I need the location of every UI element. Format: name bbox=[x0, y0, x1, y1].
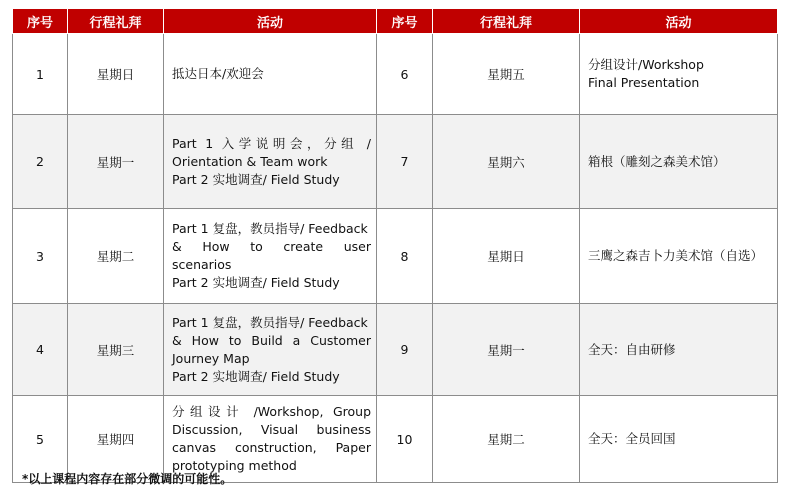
activity-cell bbox=[580, 209, 778, 304]
activity-cell bbox=[164, 209, 377, 304]
row-number: 2 bbox=[13, 115, 68, 209]
activity-line: 抵达日本/欢迎会 bbox=[172, 66, 264, 81]
weekday: 星期日 bbox=[68, 34, 164, 115]
activity-line: Discussion, Visual business bbox=[172, 422, 371, 437]
activity-line: scenarios bbox=[172, 257, 232, 272]
activity-line: & How to Build a Customer bbox=[172, 332, 371, 348]
weekday: 星期一 bbox=[433, 304, 580, 396]
activity-line: Part 1 复盘，教员指导/ Feedback bbox=[172, 314, 368, 330]
activity-line: prototyping method bbox=[172, 458, 297, 473]
activity-line: Part 2 实地调查/ Field Study bbox=[172, 275, 340, 290]
row-number: 6 bbox=[377, 34, 433, 115]
row-number: 5 bbox=[13, 396, 68, 483]
activity-cell bbox=[580, 34, 778, 115]
weekday: 星期五 bbox=[433, 34, 580, 115]
weekday: 星期日 bbox=[433, 209, 580, 304]
activity-cell bbox=[580, 396, 778, 483]
weekday: 星期三 bbox=[68, 304, 164, 396]
activity-cell bbox=[164, 115, 377, 209]
activity-cell bbox=[580, 304, 778, 396]
activity-line: Part 2 实地调查/ Field Study bbox=[172, 368, 340, 384]
activity-line: 全天：自由研修 bbox=[588, 341, 676, 357]
row-number: 7 bbox=[377, 115, 433, 209]
weekday: 星期二 bbox=[68, 209, 164, 304]
activity-line: & How to create user bbox=[172, 239, 371, 254]
activity-cell bbox=[164, 34, 377, 115]
schedule-table bbox=[12, 8, 778, 483]
header-day: 行程礼拜 bbox=[68, 9, 164, 34]
header-activity: 活动 bbox=[580, 9, 778, 34]
activity-cell bbox=[164, 304, 377, 396]
weekday: 星期二 bbox=[433, 396, 580, 483]
header-activity: 活动 bbox=[164, 9, 377, 34]
activity-line: 三鹰之森吉卜力美术馆（自选） bbox=[588, 248, 764, 263]
table-row bbox=[13, 209, 778, 304]
activity-line: 箱根（雕刻之森美术馆） bbox=[588, 153, 726, 169]
activity-line: 分组设计/Workshop bbox=[588, 57, 704, 72]
row-number: 9 bbox=[377, 304, 433, 396]
header-row bbox=[13, 9, 778, 34]
table-row bbox=[13, 34, 778, 115]
weekday: 星期六 bbox=[433, 115, 580, 209]
footnote: *以上课程内容存在部分微调的可能性。 bbox=[22, 472, 233, 486]
table-row bbox=[13, 115, 778, 209]
row-number: 3 bbox=[13, 209, 68, 304]
activity-line: canvas construction, Paper bbox=[172, 440, 371, 455]
activity-cell bbox=[580, 115, 778, 209]
activity-line: Orientation & Team work bbox=[172, 153, 328, 169]
weekday: 星期一 bbox=[68, 115, 164, 209]
header-no: 序号 bbox=[377, 9, 433, 34]
activity-line: Part 2 实地调查/ Field Study bbox=[172, 171, 340, 187]
row-number: 8 bbox=[377, 209, 433, 304]
header-no: 序号 bbox=[13, 9, 68, 34]
row-number: 1 bbox=[13, 34, 68, 115]
activity-line: 全天：全员回国 bbox=[588, 431, 676, 446]
weekday: 星期四 bbox=[68, 396, 164, 483]
activity-line: Part 1 入学说明会，分组 / bbox=[172, 135, 371, 151]
row-number: 4 bbox=[13, 304, 68, 396]
activity-line: Final Presentation bbox=[588, 75, 700, 90]
activity-line: Part 1 复盘，教员指导/ Feedback bbox=[172, 221, 368, 236]
table-row bbox=[13, 304, 778, 396]
activity-line: Journey Map bbox=[172, 350, 250, 366]
activity-line: 分组设计 /Workshop, Group bbox=[172, 404, 371, 419]
row-number: 10 bbox=[377, 396, 433, 483]
header-day: 行程礼拜 bbox=[433, 9, 580, 34]
